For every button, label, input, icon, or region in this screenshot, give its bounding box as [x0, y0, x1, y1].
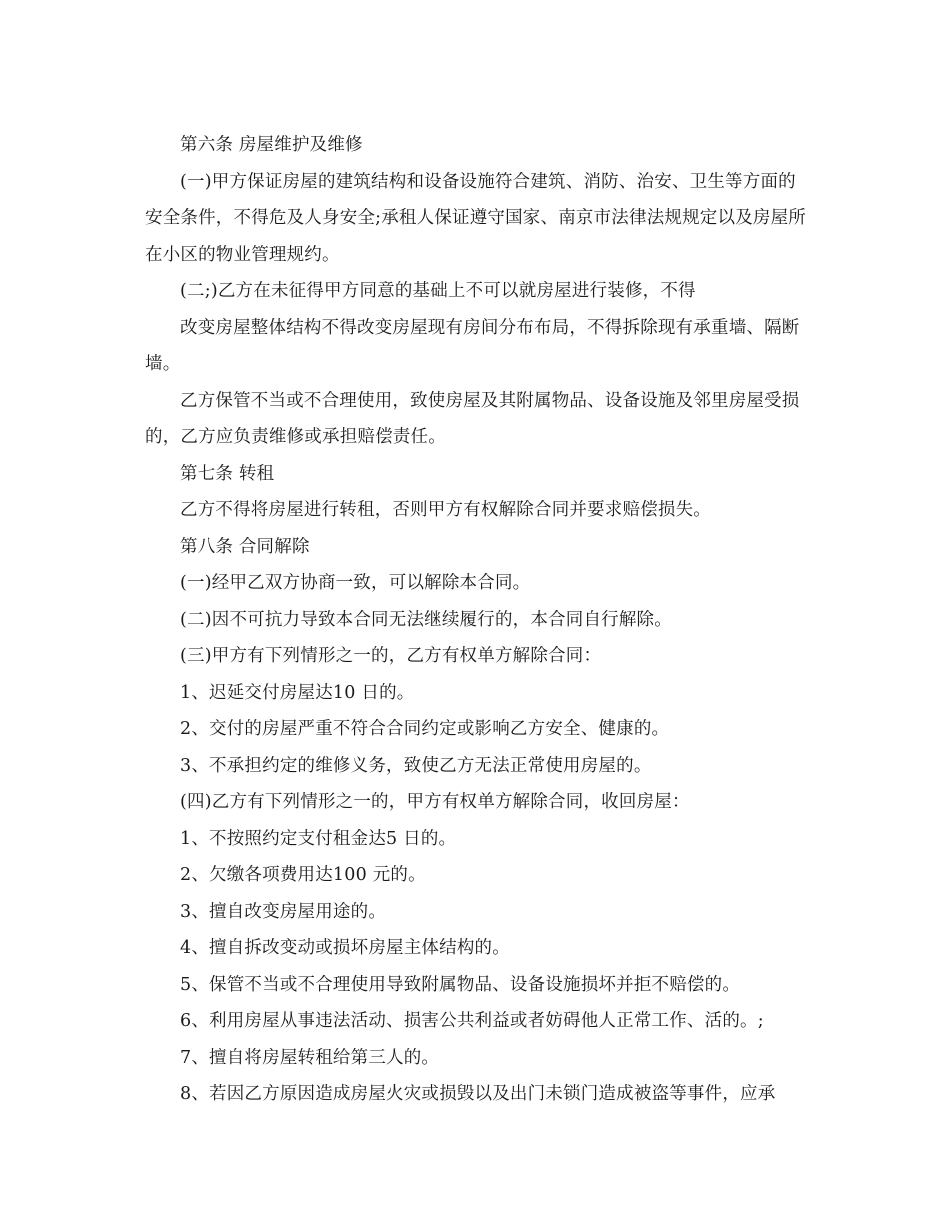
paragraph: 改变房屋整体结构不得改变房屋现有房间分布布局，不得拆除现有承重墙、隔断墙。 — [145, 317, 800, 374]
paragraph: 7、擅自将房屋转租给第三人的。 — [180, 1047, 440, 1068]
paragraph: (一)经甲乙双方协商一致，可以解除本合同。 — [180, 573, 531, 593]
paragraph: (三)甲方有下列情形之一的，乙方有权单方解除合同： — [180, 646, 602, 666]
paragraph: 1、不按照约定支付租金达5 日的。 — [180, 828, 457, 849]
paragraph: 4、擅自拆改变动或损坏房屋主体结构的。 — [180, 938, 510, 958]
paragraph: 1、迟延交付房屋达10 日的。 — [180, 682, 415, 703]
paragraph: 3、不承担约定的维修义务，致使乙方无法正常使用房屋的。 — [180, 755, 652, 776]
paragraph: 6、利用房屋从事违法活动、损害公共利益或者妨碍他人正常工作、活的。; — [180, 1011, 764, 1031]
paragraph: 8、若因乙方原因造成房屋火灾或损毁以及出门未锁门造成被盗等事件，应承 — [180, 1084, 776, 1104]
paragraph: 乙方保管不当或不合理使用，致使房屋及其附属物品、设备设施及邻里房屋受损的，乙方应负责维修或承担赔偿责任。 — [145, 390, 800, 447]
paragraph: (二)因不可抗力导致本合同无法继续履行的，本合同自行解除。 — [180, 609, 672, 630]
paragraph: 第八条 合同解除 — [180, 536, 310, 557]
document-body — [145, 127, 810, 1113]
paragraph: (四)乙方有下列情形之一的，甲方有权单方解除合同，收回房屋： — [180, 792, 690, 812]
paragraph: 3、擅自改变房屋用途的。 — [180, 901, 387, 922]
paragraph: (一)甲方保证房屋的建筑结构和设备设施符合建筑、消防、治安、卫生等方面的安全条件，不得危及人身安全;承租人保证遵守国家、南京市法律法规规定以及房屋所在小区的物业管理规约。 — [145, 171, 806, 265]
paragraph: 第七条 转租 — [180, 463, 275, 484]
paragraph: 2、欠缴各项费用达100 元的。 — [180, 865, 426, 885]
paragraph: 第六条 房屋维护及维修 — [180, 135, 363, 155]
paragraph: 乙方不得将房屋进行转租，否则甲方有权解除合同并要求赔偿损失。 — [180, 500, 711, 520]
paragraph: (二;)乙方在未征得甲方同意的基础上不可以就房屋进行装修，不得 — [180, 281, 696, 301]
paragraph: 2、交付的房屋严重不符合合同约定或影响乙方安全、健康的。 — [180, 719, 670, 739]
paragraph: 5、保管不当或不合理使用导致附属物品、设备设施损坏并拒不赔偿的。 — [180, 974, 741, 995]
